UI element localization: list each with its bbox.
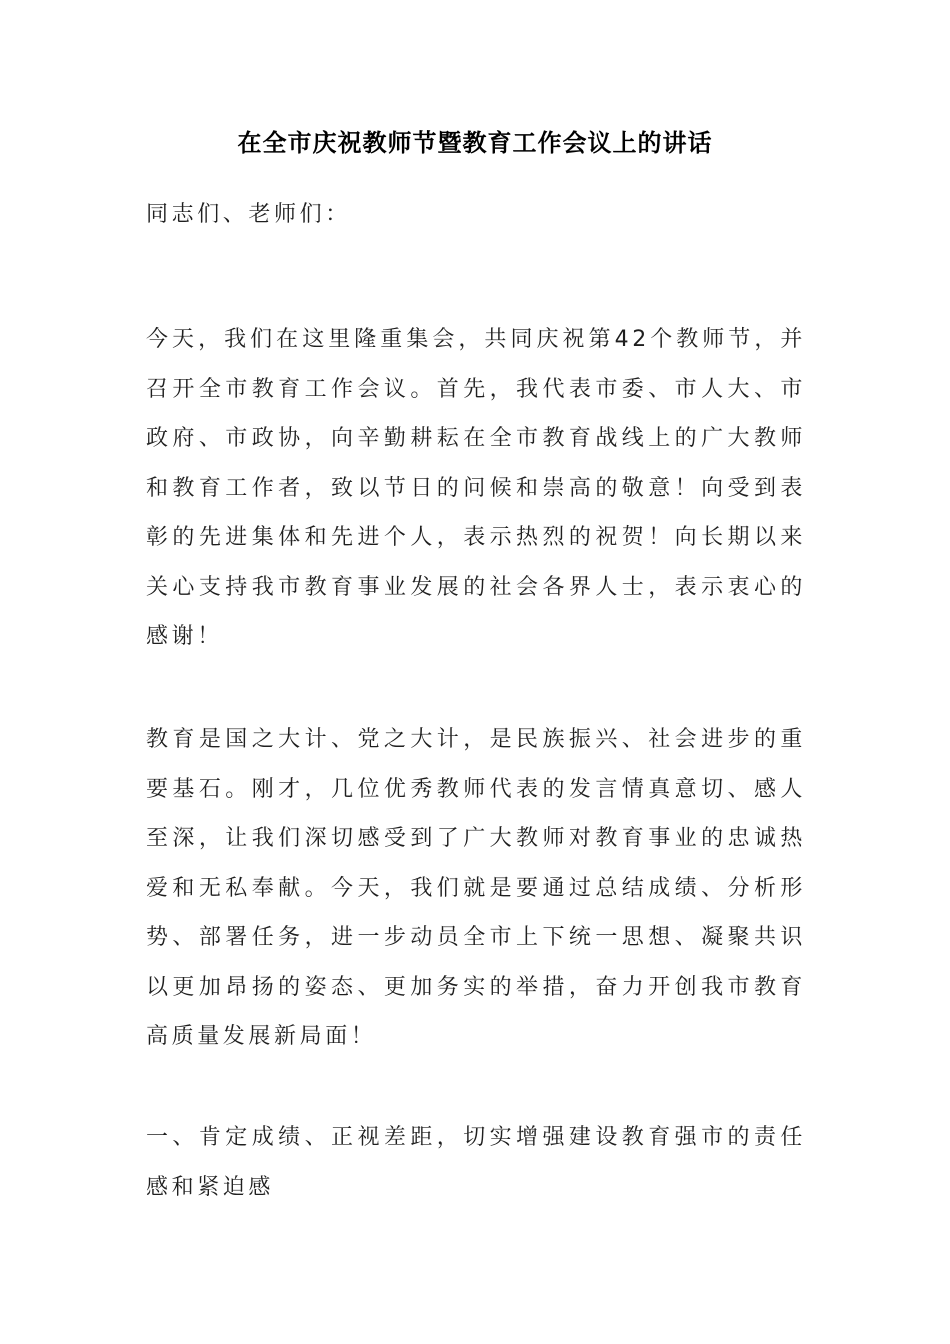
paragraph-opening: 今天，我们在这里隆重集会，共同庆祝第42个教师节，并召开全市教育工作会议。首先，我代表市委、市人大、市政府、市政协，向辛勤耕耘在全市教育战线上的广大教师和教育工作者，致以节日的问候和崇高的敬意！向受到表彰的先进集体和先进个人，表示热烈的祝贺！向长期以来关心支持我市教育事业发展的社会各界人士，表示衷心的感谢！: [146, 327, 806, 649]
section-heading: 一、肯定成绩、正视差距，切实增强建设教育强市的责任感和紧迫感: [146, 1125, 806, 1200]
paragraph-education-importance: 教育是国之大计、党之大计，是民族振兴、社会进步的重要基石。刚才，几位优秀教师代表的发言情真意切、感人至深，让我们深切感受到了广大教师对教育事业的忠诚热爱和无私奉献。今天，我们就是要通过总结成绩、分析形势、部署任务，进一步动员全市上下统一思想、凝聚共识以更加昂扬的姿态、更加务实的举措，奋力开创我市教育高质量发展新局面！: [146, 727, 806, 1049]
document-title: 在全市庆祝教师节暨教育工作会议上的讲话: [237, 128, 713, 157]
greeting: 同志们、老师们：: [146, 202, 351, 227]
